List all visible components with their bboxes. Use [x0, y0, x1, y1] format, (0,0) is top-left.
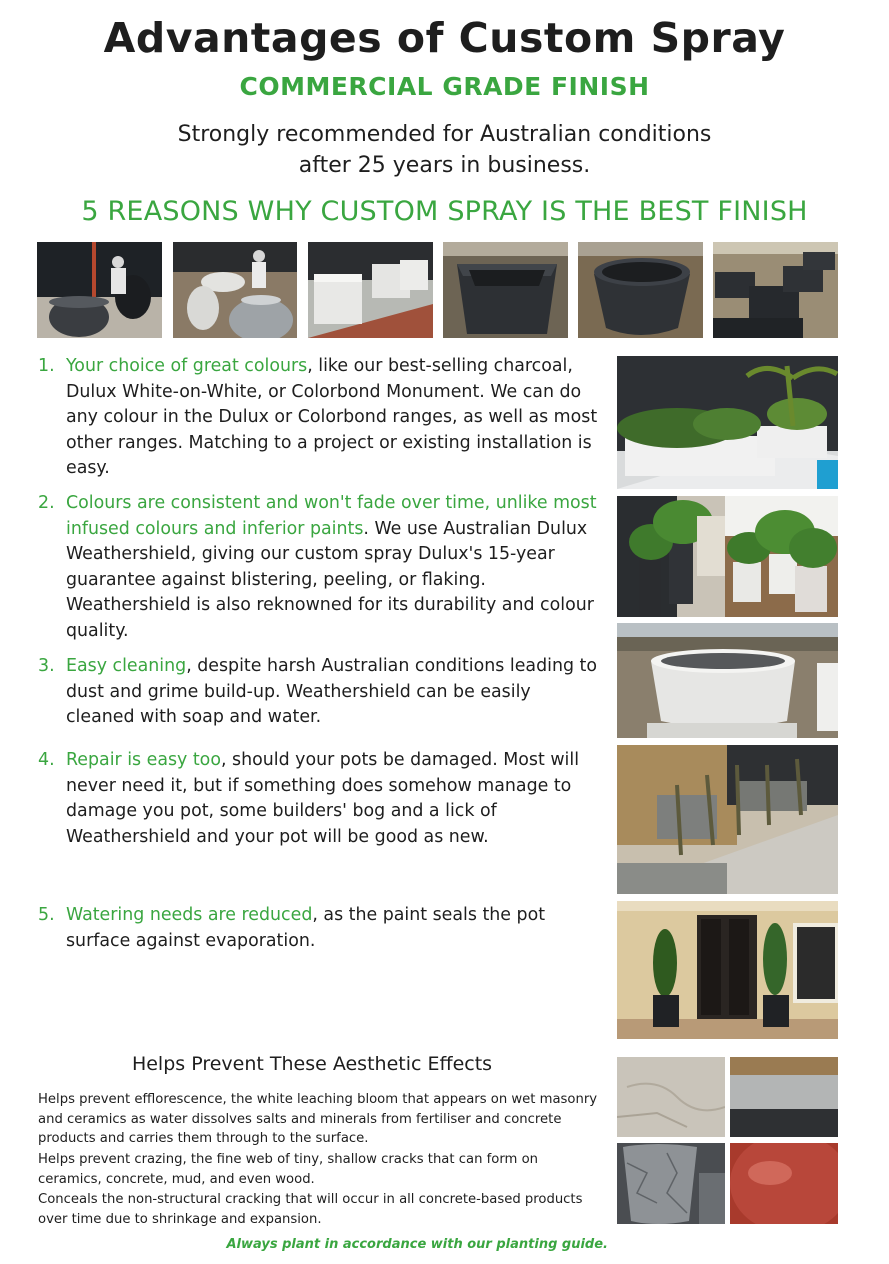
photo-white-round-bowl [617, 623, 838, 738]
reason-5 [38, 903, 598, 954]
photo-red-glazed-pot [730, 1143, 838, 1224]
reason-highlight: Colours are consistent and won't fade over time, unlike most infused colours and inferior paints [66, 493, 597, 539]
reason-text: , as the paint seals the pot surface against evaporation. [66, 905, 546, 951]
intro-line-1: Strongly recommended for Australian conditions [177, 122, 712, 147]
reason-2 [38, 491, 598, 645]
reason-number: 4. [38, 750, 55, 770]
photo-charcoal-round-pot [578, 242, 703, 338]
reason-number: 2. [38, 493, 55, 513]
page-title: Advantages of Custom Spray [103, 14, 786, 62]
photo-white-cubes [308, 242, 433, 338]
photo-concrete-edge [730, 1057, 838, 1137]
page-subtitle: COMMERCIAL GRADE FINISH [239, 72, 650, 101]
reason-highlight: Your choice of great colours [66, 356, 308, 376]
photo-crazing-pots [617, 1143, 725, 1224]
photo-white-planters-garden [617, 356, 838, 489]
photo-charcoal-square-pot [443, 242, 568, 338]
reasons-heading: 5 REASONS WHY CUSTOM SPRAY IS THE BEST FINISH [81, 196, 808, 227]
photo-spraying-workshop [37, 242, 162, 338]
reason-number: 1. [38, 356, 55, 376]
reason-text: . We use Australian Dulux Weathershield, giving our custom spray Dulux's 15-year guarantee against blistering, peeling, or flaking. Weathershield is also reknowned for its durability and colour quality. [66, 518, 594, 641]
reason-text: , despite harsh Australian conditions leading to dust and grime build-up. Weathershield can be easily cleaned with soap and water. [66, 656, 597, 728]
reason-4 [38, 748, 598, 850]
reason-1 [38, 354, 598, 482]
helps-item-efflorescence: Helps prevent efflorescence, the white leaching bloom that appears on wet masonry and ceramics as water dissolves salts and minerals from fertiliser and concrete products and carries them through to the surface. [38, 1092, 598, 1146]
reason-highlight: Watering needs are reduced [66, 905, 313, 925]
reason-number: 5. [38, 905, 55, 925]
photo-entrance-topiary-pots [617, 901, 838, 1039]
reason-text: , should your pots be damaged. Most will never need it, but if something does somehow manage to damage you pot, some builders' bog and a lick of Weathershield and your pot will be good as new. [66, 750, 580, 847]
helps-item-cracking: Conceals the non-structural cracking that will occur in all concrete-based products over time due to shrinkage and expansion. [38, 1192, 583, 1227]
reason-highlight: Easy cleaning [66, 656, 187, 676]
photo-white-pots-workshop [173, 242, 297, 338]
reason-number: 3. [38, 656, 55, 676]
intro-line-2: after 25 years in business. [298, 153, 591, 178]
photo-white-pots-palms-right [725, 496, 838, 617]
helps-item-crazing: Helps prevent crazing, the fine web of tiny, shallow cracks that can form on ceramics, concrete, mud, and even wood. [38, 1152, 538, 1187]
reason-3 [38, 654, 598, 731]
footer-note: Always plant in accordance with our planting guide. [226, 1237, 608, 1252]
photo-tall-pots-palms-left [617, 496, 725, 617]
helps-heading: Helps Prevent These Aesthetic Effects [131, 1053, 493, 1075]
photo-charcoal-planters-rows [713, 242, 838, 338]
reason-text: , like our best-selling charcoal, Dulux White-on-White, or Colorbond Monument. We can do any colour in the Dulux or Colorbond ranges, as well as most other ranges. Matching to a project or existing installation is easy. [66, 356, 598, 479]
reason-highlight: Repair is easy too [66, 750, 221, 770]
intro-text [0, 119, 889, 181]
photo-efflorescence [617, 1057, 725, 1137]
photo-grey-planters-street [617, 745, 838, 894]
